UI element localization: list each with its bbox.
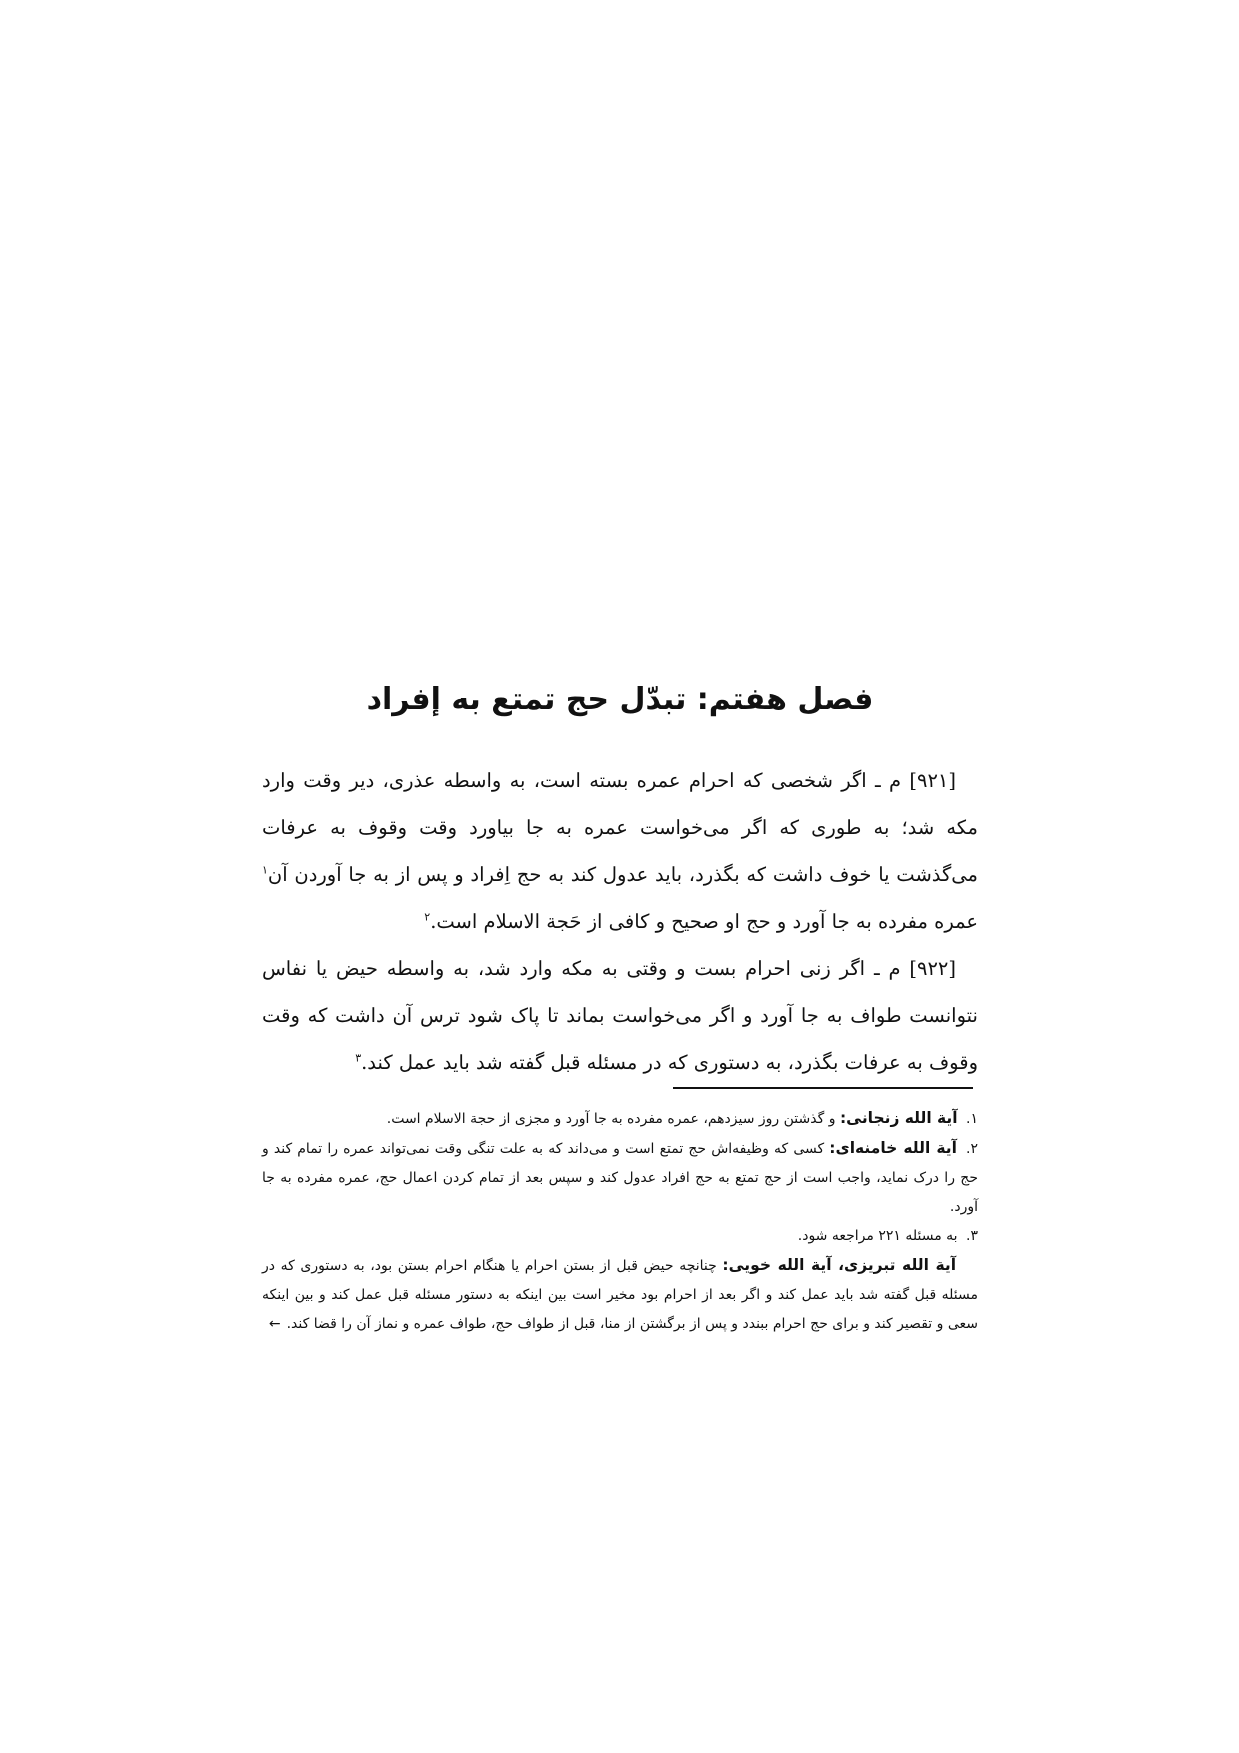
continued-arrow-icon: ← — [268, 1316, 281, 1332]
main-text — [262, 757, 978, 1086]
footnote-ref[interactable]: ۱ — [262, 863, 268, 877]
footnote-number: ۱. — [966, 1111, 978, 1127]
footnote-authority: آیة الله خامنه‌ای: — [829, 1139, 957, 1157]
footnote-authority: آیة الله زنجانی: — [839, 1109, 958, 1127]
ruling-text: اگر شخصی که احرام عمره بسته است، به واسطه عذری، دیر وقت وارد مکه شد؛ به طوری که اگر می‌خواست عمره به جا بیاورد وقت وقوف به عرفات می‌گذشت یا خوف داشت که بگذرد، باید عدول کند به حج اِفراد و پس از به جا آوردن آن — [262, 769, 978, 886]
footnote-1 — [262, 1104, 978, 1134]
ruling-paragraph-921 — [262, 757, 978, 945]
footnote-ref[interactable]: ۳ — [355, 1051, 362, 1065]
chapter-title: فصل هفتم: تبدّل حج تمتع به إفراد — [366, 682, 874, 717]
footnote-authority: آیة الله تبریزی، آیة الله خویی: — [722, 1256, 957, 1274]
footnote-text: به مسئله ۲۲۱ مراجعه شود. — [797, 1228, 958, 1244]
ruling-paragraph-922 — [262, 945, 978, 1086]
ruling-text: اگر زنی احرام بست و وقتی به مکه وارد شد، به واسطه حیض یا نفاس نتوانست طواف به جا آورد و اگر می‌خواست بماند تا پاک شود ترس آن داشت که وقت وقوف به عرفات بگذرد، به دستوری که در مسئله قبل گفته شد باید عمل کند. — [262, 957, 978, 1074]
footnote-separator — [673, 1087, 973, 1089]
footnote-text: چنانچه حیض قبل از بستن احرام یا هنگام احرام بستن بود، به دستوری که در مسئله قبل گفته شد باید عمل کند و اگر بعد از احرام بود مخیر است بین اینکه به دستور مسئله قبل عمل کند و بین اینکه سعی و تقصیر کند و برای حج احرام ببندد و پس از برگشتن از منا، قبل از طواف حج، طواف عمره و نماز آن را قضا کند. — [262, 1258, 978, 1332]
ruling-number: [۹۲۲] م ـ — [873, 957, 957, 980]
ruling-text: عمره مفرده به جا آورد و حج او صحیح و کافی از حَجة الاسلام است. — [430, 910, 978, 933]
footnote-2 — [262, 1134, 978, 1222]
footnote-text: و گذشتن روز سیزدهم، عمره مفرده به جا آورد و مجزی از حجة الاسلام است. — [386, 1111, 836, 1127]
footnote-number: ۲. — [966, 1141, 979, 1157]
footnote-ref[interactable]: ۲ — [424, 910, 431, 924]
footnote-number: ۳. — [966, 1228, 978, 1244]
footnotes — [262, 1104, 978, 1339]
footnote-3-continuation — [262, 1251, 978, 1339]
footnote-3 — [262, 1222, 978, 1251]
ruling-number: [۹۲۱] م ـ — [875, 769, 956, 792]
footnote-text: کسی که وظیفه‌اش حج تمتع است و می‌داند که به علت تنگی وقت نمی‌تواند عمره را تمام کند و حج را درک نماید، واجب است از حج تمتع به حج افراد عدول کند و سپس بعد از تمام کردن اعمال حج، عمره مفرده به جا آورد. — [262, 1141, 978, 1215]
